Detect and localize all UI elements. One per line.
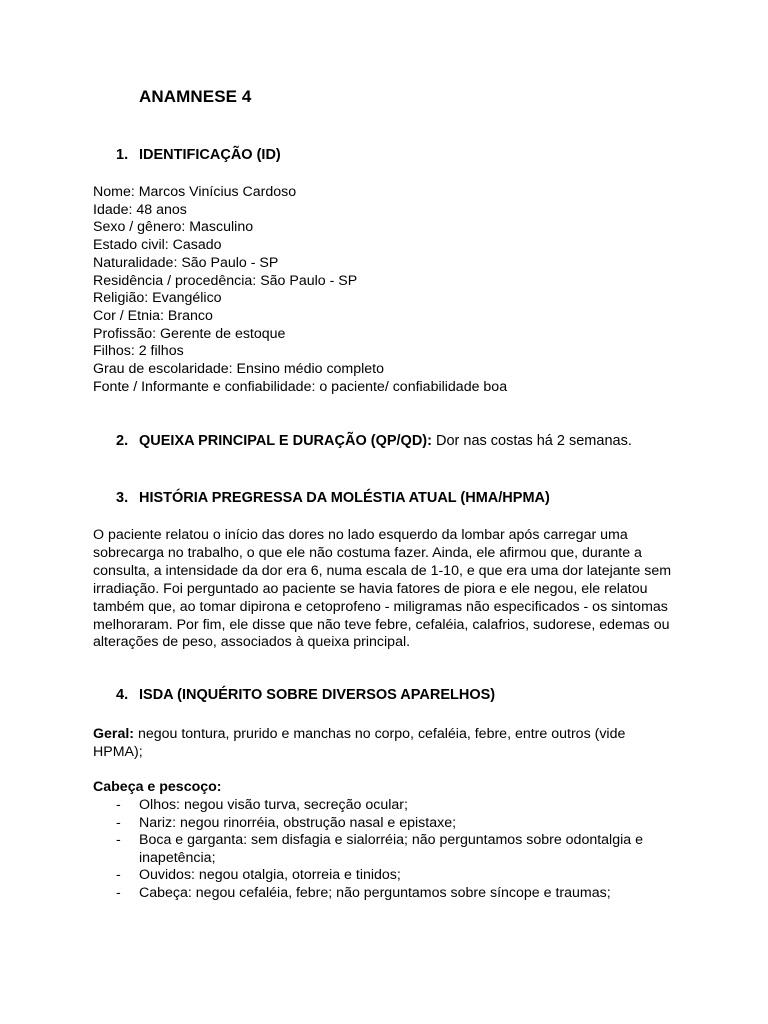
- list-item-text: Ouvidos: negou otalgia, otorreia e tinidos;: [139, 867, 401, 884]
- cabeca-pescoco-label: Cabeça e pescoço:: [93, 779, 222, 795]
- id-item-education: Grau de escolaridade: Ensino médio completo: [93, 361, 385, 378]
- bullet-dash: -: [116, 867, 121, 884]
- id-item-name: Nome: Marcos Vinícius Cardoso: [93, 184, 297, 200]
- section-1-title: IDENTIFICAÇÃO (ID): [139, 147, 281, 163]
- list-item: [93, 832, 673, 867]
- bullet-dash: -: [116, 884, 121, 901]
- section-4-number: 4.: [116, 687, 129, 703]
- identification-list: [93, 184, 507, 396]
- list-item-text: Olhos: negou visão turva, secreção ocular;: [139, 797, 408, 813]
- section-3-title: HISTÓRIA PREGRESSA DA MOLÉSTIA ATUAL (HMA/HPMA): [139, 490, 550, 506]
- list-item: [93, 867, 673, 885]
- section-3-number: 3.: [116, 490, 129, 506]
- isda-geral-paragraph: [93, 726, 673, 762]
- list-item-text: Cabeça: negou cefaléia, febre; não perguntamos sobre síncope e traumas;: [139, 884, 611, 901]
- list-item: [93, 815, 673, 833]
- id-item-children: Filhos: 2 filhos: [93, 343, 184, 360]
- hma-paragraph: O paciente relatou o início das dores no lado esquerdo da lombar após carregar uma sobrecarga no trabalho, o que ele não costuma fazer. Ainda, ele afirmou que, durante a consulta, a intensidade da dor era 6, numa escala de 1-10, e que era uma dor latejante sem irradiação. Foi perguntado ao paciente se havia fatores de piora e ele negou, ele relatou também que, ao tomar dipirona e cetoprofeno - miligramas não especificados - os sintomas melhoraram. Por fim, ele disse que não teve febre, cefaléia, calafrios, sudorese, edemas ou alterações de peso, associados à queixa principal.: [93, 527, 672, 651]
- bullet-dash: -: [116, 797, 121, 813]
- id-item-age: Idade: 48 anos: [93, 201, 187, 218]
- list-item-text: Nariz: negou rinorréia, obstrução nasal e epistaxe;: [139, 814, 457, 831]
- list-item: [93, 797, 673, 815]
- list-item: [93, 885, 673, 903]
- section-2-heading: [116, 433, 632, 449]
- id-item-sex: Sexo / gênero: Masculino: [93, 219, 254, 236]
- geral-label: Geral:: [93, 726, 135, 742]
- cabeca-pescoco-list: [93, 797, 673, 903]
- section-1-heading: [116, 147, 281, 163]
- id-item-source: Fonte / Informante e confiabilidade: o paciente/ confiabilidade boa: [93, 378, 508, 395]
- section-3-heading: [116, 490, 550, 506]
- geral-text: negou tontura, prurido e manchas no corpo, cefaléia, febre, entre outros (vide HPMA);: [93, 726, 626, 760]
- document-title: ANAMNESE 4: [139, 87, 252, 106]
- id-item-marital-status: Estado civil: Casado: [93, 237, 222, 254]
- list-item-text: Boca e garganta: sem disfagia e sialorréia; não perguntamos sobre odontalgia e inapetência;: [139, 832, 643, 866]
- section-1-number: 1.: [116, 147, 129, 163]
- bullet-dash: -: [116, 814, 121, 831]
- id-item-religion: Religião: Evangélico: [93, 290, 222, 307]
- chief-complaint-value: Dor nas costas há 2 semanas.: [436, 433, 632, 449]
- section-2-title: QUEIXA PRINCIPAL E DURAÇÃO (QP/QD):: [139, 433, 432, 449]
- section-2-number: 2.: [116, 433, 129, 449]
- id-item-ethnicity: Cor / Etnia: Branco: [93, 307, 213, 324]
- id-item-residence: Residência / procedência: São Paulo - SP: [93, 272, 358, 289]
- bullet-dash: -: [116, 832, 121, 849]
- section-4-title: ISDA (INQUÉRITO SOBRE DIVERSOS APARELHOS): [139, 687, 496, 703]
- section-4-heading: [116, 687, 495, 703]
- id-item-profession: Profissão: Gerente de estoque: [93, 325, 286, 342]
- id-item-birthplace: Naturalidade: São Paulo - SP: [93, 254, 279, 271]
